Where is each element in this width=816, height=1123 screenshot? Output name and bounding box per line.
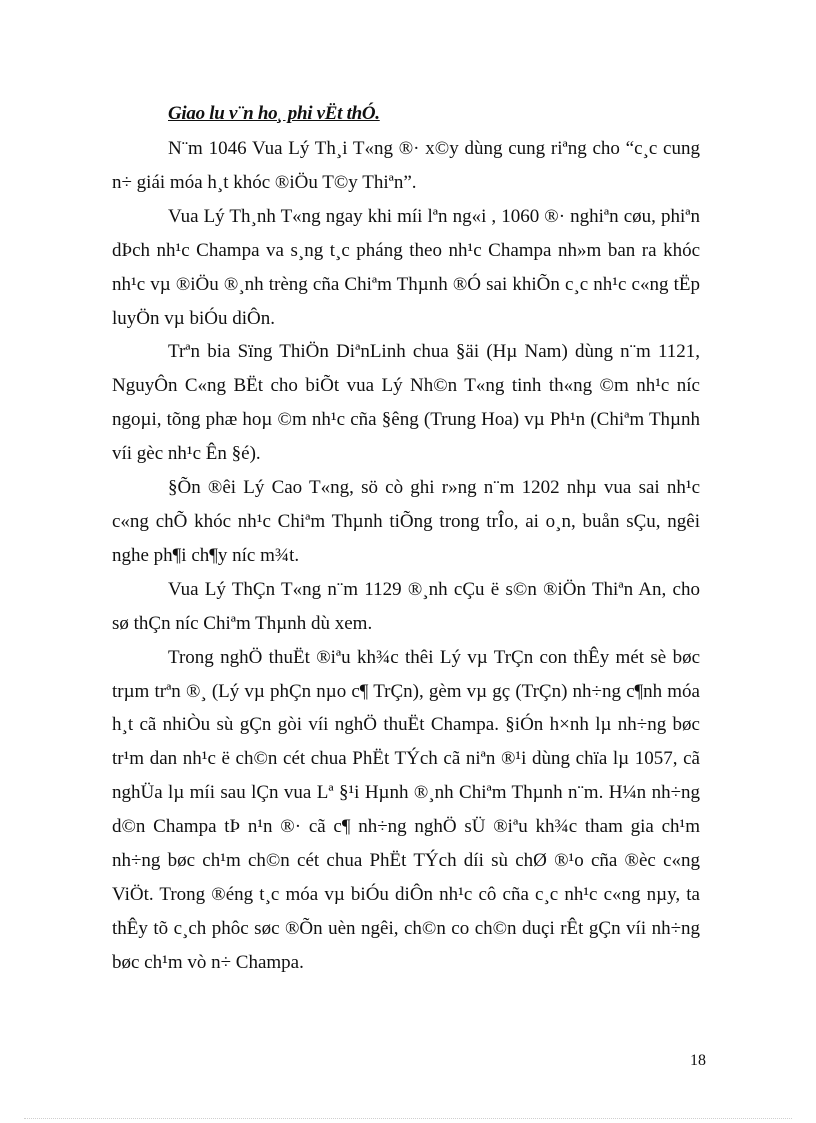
page-bottom-divider: [24, 1118, 792, 1119]
body-text: [112, 132, 700, 980]
paragraph: Trong nghÖ thuËt ®iªu kh¾c thêi Lý vµ TrÇn con thÊy mét sè bøc trµm trªn ®¸ (Lý vµ phÇn nµo c¶ TrÇn), gèm vµ gç (TrÇn) nh÷ng c¶nh móa h¸t cã nhiÒu sù gÇn gòi víi nghÖ thuËt Champa. §iÓn h×nh lµ nh÷ng bøc tr¹m dan nh¹c ë ch©n cét chua PhËt TÝch cã niªn ®¹i dùng chïa lµ 1057, cã nghÜa lµ míi sau lÇn vua Lª §¹i Hµnh ®¸nh Chiªm Thµnh n¨m. H¼n nh÷ng d©n Champa tÞ n¹n ®· cã c¶ nh÷ng nghÖ sÜ ®iªu kh¾c tham gia ch¹m nh÷ng bøc ch¹m ch©n cét chua PhËt TÝch díi sù chØ ®¹o cña ®èc c«ng ViÖt. Trong ®éng t¸c móa vµ biÓu diÔn nh¹c cô cña c¸c nh¹c c«ng nµy, ta thÊy tõ c¸ch phôc søc ®Õn uèn ngêi, ch©n co ch©n duçi rÊt gÇn víi nh÷ng bøc ch¹m vò n÷ Champa.: [112, 646, 700, 973]
paragraph: §Õn ®êi Lý Cao T«ng, sö cò ghi r»ng n¨m 1202 nhµ vua sai nh¹c c«ng chÕ khóc nh¹c Chiªm Thµnh tiÕng trong trÎo, ai o¸n, buån sÇu, ngêi nghe ph¶i ch¶y níc m¾t.: [112, 477, 700, 566]
paragraph: Vua Lý ThÇn T«ng n¨m 1129 ®¸nh cÇu ë s©n ®iÖn Thiªn An, cho sø thÇn níc Chiªm Thµnh dù xem.: [112, 578, 700, 634]
section-heading: Giao lu v¨n ho¸ phi vËt thÓ.: [168, 103, 380, 124]
page-number: 18: [690, 1052, 706, 1069]
paragraph: N¨m 1046 Vua Lý Th¸i T«ng ®· x©y dùng cung riªng cho “c¸c cung n÷ giái móa h¸t khóc ®iÖu T©y Thiªn”.: [112, 138, 700, 193]
paragraph: Vua Lý Th¸nh T«ng ngay khi míi lªn ng«i , 1060 ®· nghiªn cøu, phiªn dÞch nh¹c Champa va s¸ng t¸c pháng theo nh¹c Champa nh»m ban ra khóc nh¹c vµ ®iÖu ®¸nh trèng cña Chiªm Thµnh ®Ó sai khiÕn c¸c nh¹c c«ng tËp luyÖn vµ biÓu diÔn.: [112, 205, 700, 329]
paragraph: Trªn bia Sïng ThiÖn DiªnLinh chua §äi (Hµ Nam) dùng n¨m 1121, NguyÔn C«ng BËt cho biÕt vua Lý Nh©n T«ng tinh th«ng ©m nh¹c níc ngoµi, tõng phæ hoµ ©m nh¹c cña §êng (Trung Hoa) vµ Ph¹n (Chiªm Thµnh víi gèc nh¹c Ên §é).: [112, 341, 700, 465]
